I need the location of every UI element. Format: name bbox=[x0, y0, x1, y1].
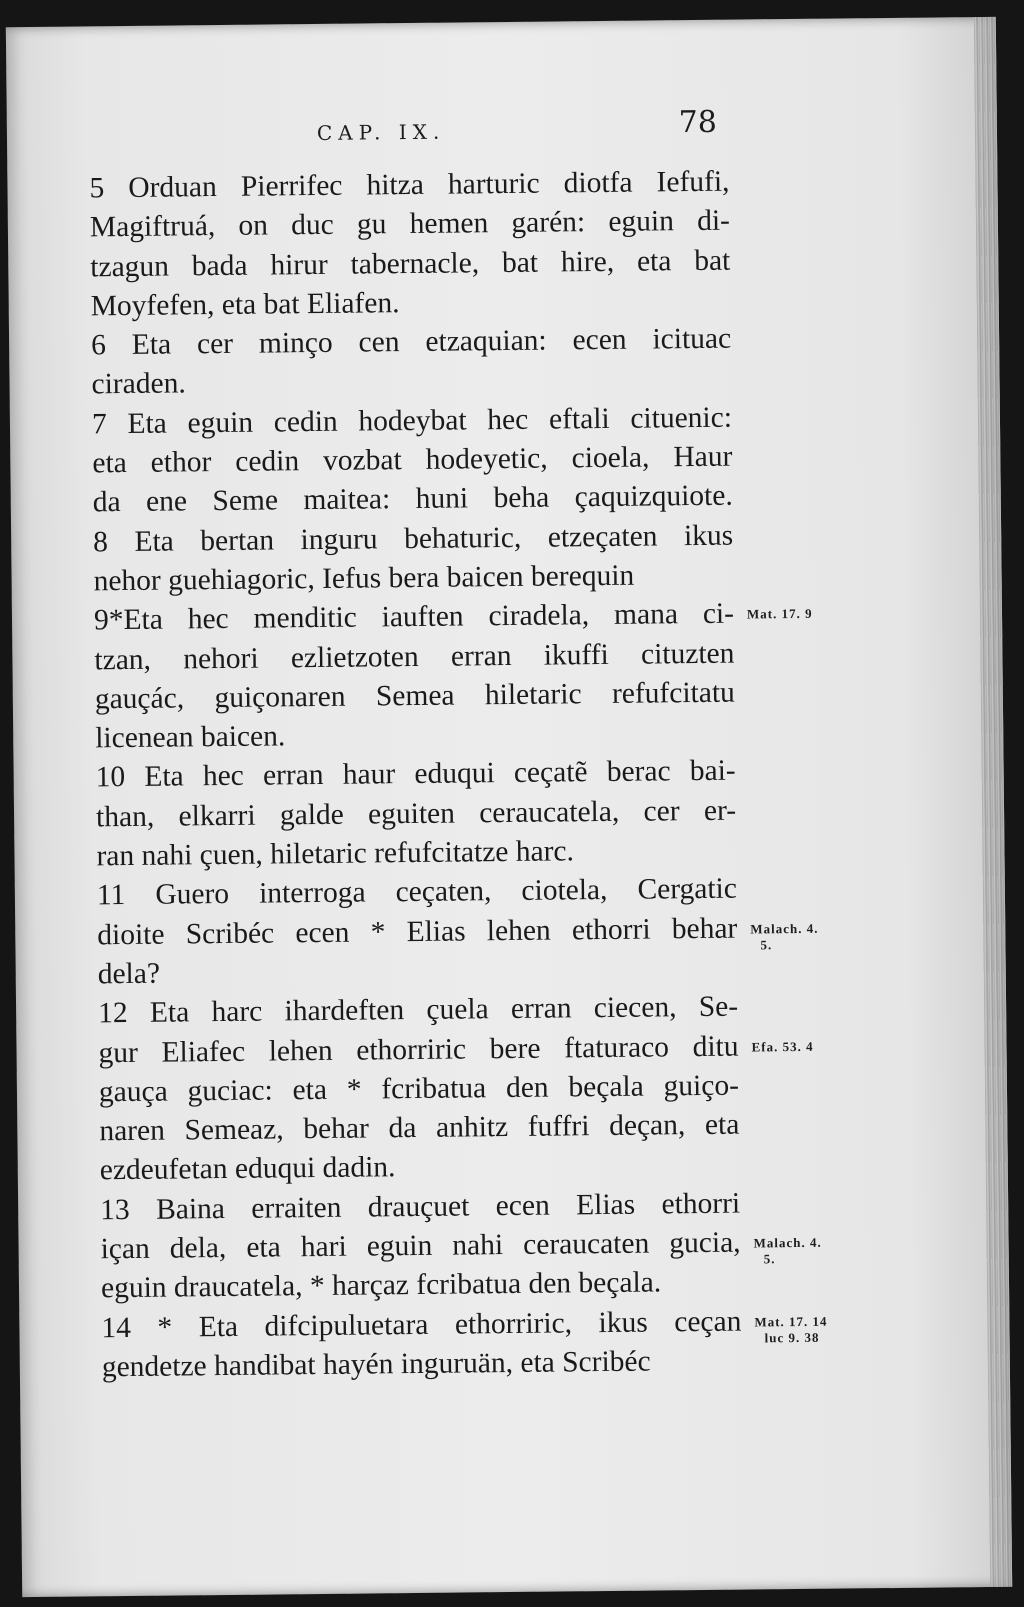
text-line: Moyfefen, eta bat Eliafen. bbox=[90, 287, 400, 323]
text-line: 5 Orduan Pierrifec hitza harturic diotfa Iefufi, bbox=[89, 165, 730, 205]
margin-note bbox=[751, 1038, 813, 1055]
text-line: 13 Baina erraiten drauçuet ecen Elias ethorri bbox=[100, 1187, 741, 1227]
text-line: naren Semeaz, behar da anhitz fuffri deçan, eta bbox=[99, 1108, 740, 1148]
text-line: 7 Eta eguin cedin hodeybat hec eftali cituenic: bbox=[91, 401, 733, 441]
book-page bbox=[6, 17, 1012, 1597]
text-line: 11 Guero interroga ceçaten, ciotela, Cergatic bbox=[96, 872, 738, 912]
text-line: than, elkarri galde eguiten ceraucatela, cer er- bbox=[95, 794, 737, 834]
text-line: dioite Scribéc ecen * Elias lehen ethorri behar bbox=[97, 912, 738, 951]
margin-note-line: luc 9. 38 bbox=[764, 1329, 820, 1346]
text-line: dela? bbox=[97, 957, 161, 991]
text-line: içan dela, eta hari eguin nahi ceraucaten gucia, bbox=[100, 1226, 741, 1266]
text-line: eguin draucatela, * harçaz fcribatua den beçala. bbox=[100, 1266, 662, 1305]
text-line: ran nahi çuen, hiletaric refufcitatze harc. bbox=[96, 835, 575, 873]
margin-note-line: 5. bbox=[763, 1251, 776, 1267]
text-line: 6 Eta cer minço cen etzaquian: ecen icituac bbox=[90, 322, 732, 362]
text-line: gur Eliafec lehen ethorriric bere ftaturaco ditu bbox=[98, 1030, 739, 1069]
text-line: Magiftruá, on duc gu hemen garén: eguin di- bbox=[89, 204, 731, 244]
margin-note-line: 5. bbox=[760, 936, 773, 953]
text-line: gauça guciac: eta * fcribatua den beçala guiço- bbox=[98, 1069, 740, 1109]
margin-note-line: Malach. 4. bbox=[750, 920, 819, 937]
text-line: tzan, nehori ezlietzoten erran ikuffi cituzten bbox=[94, 637, 735, 676]
page-number: 78 bbox=[678, 104, 718, 141]
text-line: 12 Eta harc ihardeften çuela erran ciecen, Se- bbox=[97, 990, 739, 1030]
text-line: da ene Seme maitea: huni beha çaquizquiote. bbox=[92, 480, 733, 519]
text-line: licenean baicen. bbox=[95, 720, 286, 755]
text-line: gauçác, guiçonaren Semea hiletaric refufcitatu bbox=[94, 676, 735, 716]
text-line: tzagun bada hirur tabernacle, bat hire, eta bat bbox=[90, 244, 731, 283]
text-line: ciraden. bbox=[91, 367, 186, 401]
margin-note-line: Mat. 17. 9 bbox=[746, 606, 813, 622]
margin-notes bbox=[6, 17, 1012, 1597]
text-line: 14 * Eta difcipuluetara ethorriric, ikus ceçan bbox=[101, 1305, 742, 1344]
margin-note-line: Efa. 53. 4 bbox=[751, 1038, 814, 1055]
chapter-heading: CAP. IX. bbox=[316, 119, 446, 145]
text-line: 8 Eta bertan inguru behaturic, etzeçaten ikus bbox=[93, 519, 734, 559]
text-line: 10 Eta hec erran haur eduqui ceçatẽ berac bai- bbox=[95, 755, 736, 794]
text-line: nehor guehiagoric, Iefus bera baicen berequin bbox=[93, 559, 635, 598]
margin-note bbox=[747, 606, 813, 623]
margin-note-line: Mat. 17. 14 bbox=[754, 1313, 828, 1330]
margin-note bbox=[754, 1235, 822, 1268]
text-line: eta ethor cedin vozbat hodeyetic, cioela, Haur bbox=[92, 440, 733, 480]
text-line: ezdeufetan eduqui dadin. bbox=[99, 1151, 396, 1187]
margin-note bbox=[750, 920, 818, 953]
text-line: 9*Eta hec menditic iauften ciradela, mana ci- bbox=[93, 597, 735, 637]
margin-note bbox=[754, 1313, 827, 1346]
text-line: gendetze handibat hayén inguruän, eta Scribéc bbox=[101, 1345, 651, 1384]
margin-note-line: Malach. 4. bbox=[753, 1234, 822, 1251]
